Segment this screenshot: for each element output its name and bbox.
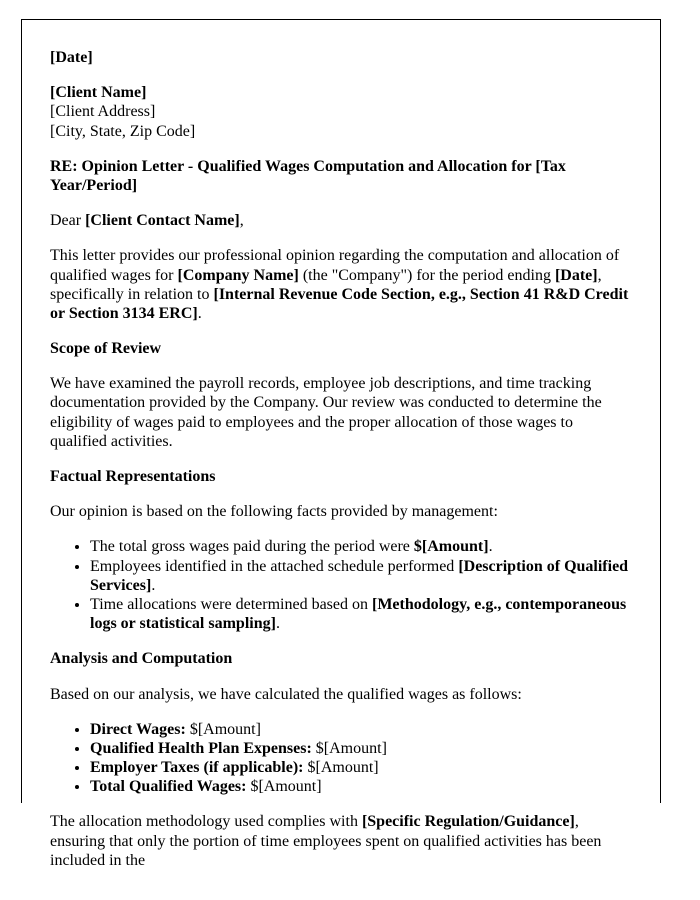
text-segment: .	[151, 576, 156, 594]
bold-text-segment: [Client Contact Name]	[85, 212, 240, 230]
letter-content	[50, 48, 632, 870]
text-segment: , ensuring that only the portion of time employees spent on qualified activities has been included in the	[50, 813, 602, 869]
letter-container	[21, 19, 661, 869]
text-segment: $[Amount]	[246, 778, 322, 796]
list-item	[90, 758, 632, 777]
allocation-methodology-paragraph	[50, 812, 632, 870]
list-item	[90, 557, 632, 595]
bold-text-segment: Qualified Health Plan Expenses:	[90, 739, 312, 757]
text-segment: .	[275, 615, 280, 633]
bold-text-segment: [Description of Qualified Services]	[90, 557, 629, 594]
bold-text-segment: [Specific Regulation/Guidance]	[361, 813, 575, 831]
computation-list	[50, 720, 632, 797]
text-segment: $[Amount]	[311, 739, 387, 757]
text-segment: $[Amount]	[303, 759, 379, 777]
heading-scope-of-review	[50, 339, 632, 358]
client-address-block	[50, 83, 632, 141]
re-subject-line	[50, 157, 632, 195]
text-segment: $[Amount]	[185, 720, 261, 738]
salutation	[50, 211, 632, 230]
text-segment: .	[197, 304, 202, 322]
text-segment: We have examined the payroll records, employee job descriptions, and time tracking documentation provided by the Company. Our review was conducted to determine the eligibility of wages paid to employees and the proper allocation of those wages to qualified activities.	[50, 375, 602, 450]
facts-intro-paragraph	[50, 502, 632, 521]
bold-text-segment: [Methodology, e.g., contemporaneous logs or statistical sampling]	[90, 595, 627, 633]
bold-text-segment: $[Amount]	[413, 538, 489, 556]
text-segment: ,	[239, 212, 244, 230]
text-segment: [City, State, Zip Code]	[50, 122, 196, 140]
bold-text-segment: Analysis and Computation	[50, 650, 233, 668]
intro-paragraph	[50, 246, 632, 323]
text-segment: Employees identified in the attached schedule performed	[90, 557, 459, 575]
text-segment: This letter provides our professional opinion regarding the computation and allocation of qualified wages for	[50, 247, 620, 284]
bold-text-segment: Factual Representations	[50, 468, 216, 485]
list-item	[90, 739, 632, 758]
bold-text-segment: Total Qualified Wages:	[90, 778, 247, 796]
text-segment: (the "Company") for the period ending	[298, 266, 555, 284]
bold-text-segment: Scope of Review	[50, 340, 162, 358]
facts-list	[50, 537, 632, 633]
list-item	[90, 595, 632, 633]
bold-text-segment: [Company Name]	[177, 266, 299, 284]
text-segment: [Client Address]	[50, 103, 156, 121]
date-line	[50, 48, 632, 67]
analysis-intro-paragraph	[50, 685, 632, 704]
list-item	[90, 537, 632, 556]
bold-text-segment: [Date]	[50, 49, 93, 66]
bold-text-segment: RE: Opinion Letter - Qualified Wages Computation and Allocation for [Tax Year/Period]	[50, 157, 566, 194]
bold-text-segment: Direct Wages:	[90, 720, 186, 738]
list-item	[90, 720, 632, 739]
bold-text-segment: Employer Taxes (if applicable):	[90, 759, 304, 777]
text-segment: Our opinion is based on the following facts provided by management:	[50, 503, 498, 521]
list-item	[90, 777, 632, 796]
bold-text-segment: [Client Name]	[50, 84, 147, 102]
bold-text-segment: [Date]	[554, 266, 598, 284]
scope-paragraph	[50, 374, 632, 451]
bold-text-segment: [Internal Revenue Code Section, e.g., Section 41 R&D Credit or Section 3134 ERC]	[50, 285, 629, 322]
text-segment: Dear	[50, 212, 86, 230]
text-segment: The total gross wages paid during the period were	[90, 538, 414, 556]
text-segment: The allocation methodology used complies with	[50, 813, 362, 831]
text-segment: , specifically in relation to	[50, 266, 602, 303]
heading-analysis-and-computation	[50, 649, 632, 668]
heading-factual-representations	[50, 467, 632, 486]
text-segment: Time allocations were determined based on	[90, 595, 372, 613]
text-segment: Based on our analysis, we have calculated the qualified wages as follows:	[50, 685, 522, 703]
text-segment: .	[488, 538, 493, 556]
